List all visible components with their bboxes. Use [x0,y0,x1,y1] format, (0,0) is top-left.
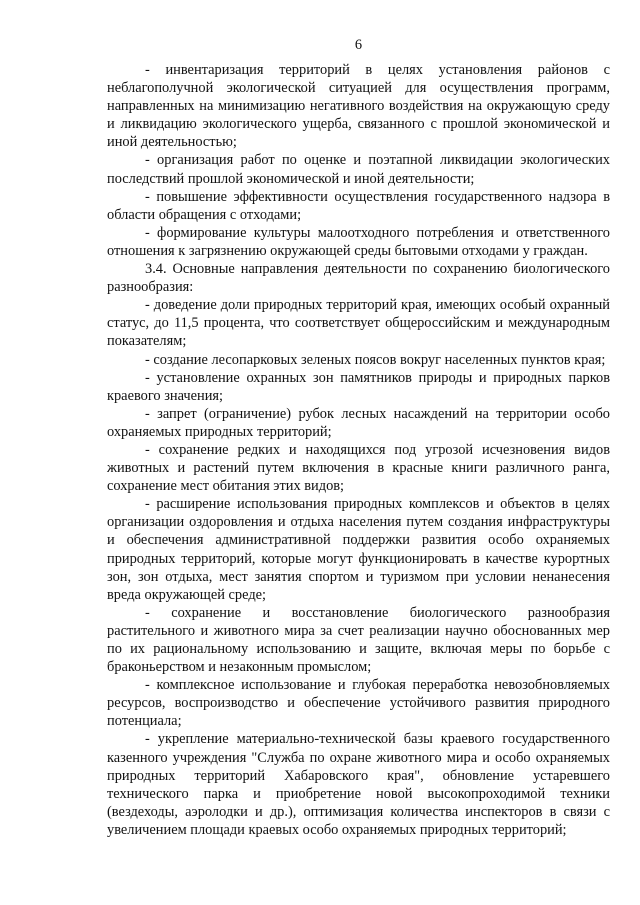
page-number: 6 [354,37,363,53]
paragraph: - формирование культуры малоотходного потребления и ответственного отношения к загрязнению окружающей среды бытовыми отходами у граждан. [107,224,610,259]
paragraph: - комплексное использование и глубокая переработка невозобновляемых ресурсов, воспроизводство и обеспечение устойчивого развития природного потенциала; [107,677,610,730]
paragraph: - сохранение и восстановление биологического разнообразия растительного и животного мира за счет реализации научно обоснованных мер по их рациональному использованию и защите, включая меры по борьбе с браконьерством и незаконным промыслом; [107,604,610,676]
paragraph: - запрет (ограничение) рубок лесных насаждений на территории особо охраняемых природных территорий; [107,405,610,440]
paragraph: - инвентаризация территорий в целях установления районов с неблагополучной экологической ситуацией для осуществления программ, направленных на минимизацию негативного воздействия на окружающую среду и ликвидацию экологического ущерба, связанного с прошлой экономической и иной деятельностью; [107,62,610,151]
paragraph: - укрепление материально-технической базы краевого государственного казенного учреждения "Служба по охране животного мира и особо охраняемых природных территорий Хабаровского края", обновление устаревшего технического парка и приобретение новой высокопроходимой техники (вездеходы, аэролодки и др.), оптимизация количества инспекторов в связи с увеличением площади краевых особо охраняемых природных территорий; [107,731,610,838]
paragraph: - доведение доли природных территорий края, имеющих особый охранный статус, до 11,5 процента, что соответствует общероссийским и международным показателям; [107,297,610,350]
paragraph: - расширение использования природных комплексов и объектов в целях организации оздоровления и отдыха населения путем создания инфраструктуры и обеспечения административной поддержки развития особо охраняемых природных территорий, которые могут функционировать в качестве курортных зон, зон отдыха, мест занятия спортом и туризмом при условии ненанесения вреда окружающей среде; [107,496,610,603]
paragraph: - организация работ по оценке и поэтапной ликвидации экологических последствий прошлой экономической и иной деятельности; [107,152,610,187]
paragraph: - повышение эффективности осуществления государственного надзора в области обращения с отходами; [107,188,610,223]
document-body [107,61,610,839]
paragraph: - создание лесопарковых зеленых поясов вокруг населенных пунктов края; [145,351,606,368]
paragraph: - установление охранных зон памятников природы и природных парков краевого значения; [107,369,610,404]
paragraph: - сохранение редких и находящихся под угрозой исчезновения видов животных и растений путем включения в красные книги различного ранга, сохранение мест обитания этих видов; [107,441,610,495]
section-heading-3-4: 3.4. Основные направления деятельности по сохранению биологического разнообразия: [107,261,610,296]
